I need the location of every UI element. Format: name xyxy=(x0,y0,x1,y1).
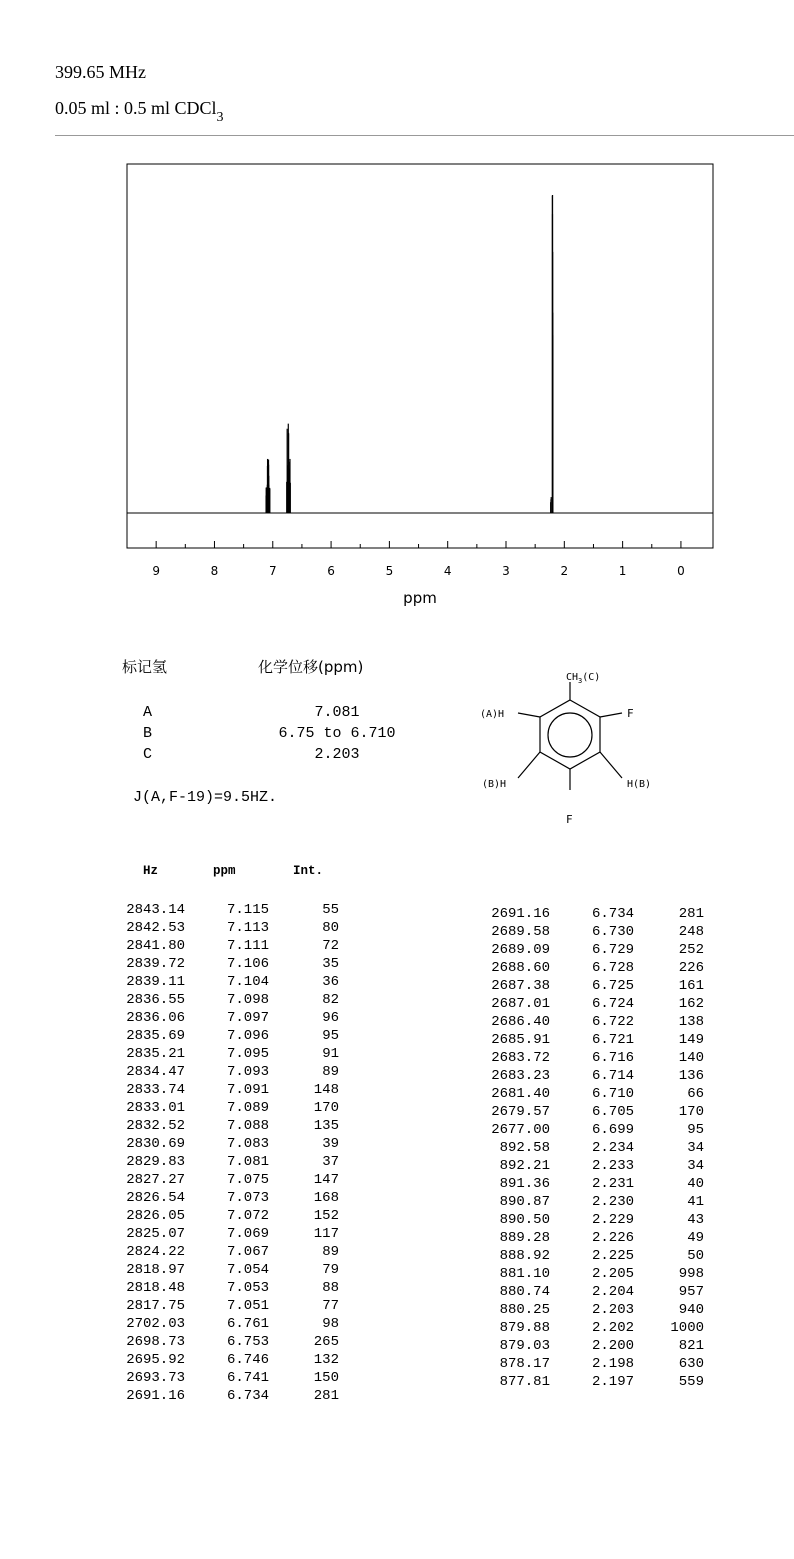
table-row xyxy=(120,1153,339,1171)
table-cell-ppm: 7.083 xyxy=(226,1136,269,1152)
sample-text: 0.05 ml : 0.5 ml CDCl xyxy=(55,98,217,118)
table-cell-ppm: 6.734 xyxy=(591,906,634,922)
table-row xyxy=(120,1009,339,1027)
table-cell-ppm: 2.198 xyxy=(591,1356,634,1372)
table-cell-ppm: 6.730 xyxy=(591,924,634,940)
hydrogen-b-left-label: (B)H xyxy=(482,779,507,790)
table-cell-int: 82 xyxy=(322,992,339,1008)
table-cell-ppm: 6.722 xyxy=(591,1014,634,1030)
table-row xyxy=(120,919,339,937)
x-tick-label: 8 xyxy=(210,564,219,578)
table-cell-ppm: 2.231 xyxy=(591,1176,634,1192)
table-row xyxy=(485,1283,704,1301)
table-cell-hz: 890.87 xyxy=(499,1194,550,1210)
table-row xyxy=(485,1265,704,1283)
table-cell-int: 66 xyxy=(687,1086,704,1102)
table-cell-hz: 2826.54 xyxy=(126,1190,185,1206)
table-row xyxy=(120,1189,339,1207)
table-row xyxy=(120,1243,339,1261)
table-cell-ppm: 6.725 xyxy=(591,978,634,994)
table-cell-ppm: 6.705 xyxy=(591,1104,634,1120)
table-cell-ppm: 7.098 xyxy=(226,992,269,1008)
table-cell-int: 252 xyxy=(678,942,704,958)
table-cell-int: 132 xyxy=(313,1352,339,1368)
assignment-label-c: C xyxy=(143,746,153,763)
table-cell-hz: 2824.22 xyxy=(126,1244,185,1260)
table-cell-int: 117 xyxy=(313,1226,339,1242)
table-cell-hz: 2679.57 xyxy=(491,1104,550,1120)
table-cell-ppm: 2.203 xyxy=(591,1302,634,1318)
table-row xyxy=(120,1225,339,1243)
table-cell-int: 135 xyxy=(313,1118,339,1134)
hydrogen-a-label: (A)H xyxy=(480,709,505,720)
table-cell-int: 940 xyxy=(678,1302,704,1318)
table-cell-int: 40 xyxy=(687,1176,704,1192)
table-cell-hz: 2688.60 xyxy=(491,960,550,976)
table-cell-int: 41 xyxy=(687,1194,704,1210)
table-cell-int: 77 xyxy=(322,1298,339,1314)
table-cell-ppm: 2.230 xyxy=(591,1194,634,1210)
table-cell-hz: 2841.80 xyxy=(126,938,185,954)
table-cell-int: 170 xyxy=(313,1100,339,1116)
table-cell-hz: 2832.52 xyxy=(126,1118,185,1134)
table-row xyxy=(120,955,339,973)
table-cell-hz: 881.10 xyxy=(499,1266,550,1282)
table-cell-ppm: 6.729 xyxy=(591,942,634,958)
assignment-label-a: A xyxy=(143,704,153,721)
table-row xyxy=(120,1315,339,1333)
table-row xyxy=(485,905,704,923)
table-cell-int: 89 xyxy=(322,1244,339,1260)
table-cell-int: 226 xyxy=(678,960,704,976)
x-tick-label: 4 xyxy=(443,564,452,578)
x-axis-label: ppm xyxy=(403,589,437,607)
table-row xyxy=(120,1387,339,1405)
table-cell-hz: 2693.73 xyxy=(126,1370,185,1386)
table-cell-hz: 878.17 xyxy=(499,1356,550,1372)
table-row xyxy=(120,1081,339,1099)
table-cell-hz: 888.92 xyxy=(499,1248,550,1264)
table-row xyxy=(120,1369,339,1387)
table-cell-ppm: 6.734 xyxy=(226,1388,269,1404)
table-cell-int: 281 xyxy=(678,906,704,922)
table-row xyxy=(120,973,339,991)
table-row xyxy=(120,1063,339,1081)
peak-table-right xyxy=(485,905,704,1391)
table-cell-ppm: 6.716 xyxy=(591,1050,634,1066)
table-cell-int: 630 xyxy=(678,1356,704,1372)
table-row xyxy=(120,1171,339,1189)
table-row xyxy=(120,1333,339,1351)
table-cell-hz: 2686.40 xyxy=(491,1014,550,1030)
table-cell-int: 35 xyxy=(322,956,339,972)
table-cell-ppm: 7.095 xyxy=(226,1046,269,1062)
table-cell-int: 821 xyxy=(678,1338,704,1354)
table-cell-int: 34 xyxy=(687,1140,704,1156)
table-cell-ppm: 7.069 xyxy=(226,1226,269,1242)
table-cell-int: 43 xyxy=(687,1212,704,1228)
table-cell-ppm: 6.728 xyxy=(591,960,634,976)
table-cell-hz: 2836.06 xyxy=(126,1010,185,1026)
table-header-ppm: ppm xyxy=(213,864,236,878)
table-row xyxy=(485,1067,704,1085)
table-row xyxy=(120,1117,339,1135)
table-cell-hz: 2698.73 xyxy=(126,1334,185,1350)
molecule-structure xyxy=(470,660,670,830)
table-cell-ppm: 7.091 xyxy=(226,1082,269,1098)
table-cell-ppm: 6.714 xyxy=(591,1068,634,1084)
table-cell-int: 150 xyxy=(313,1370,339,1386)
table-cell-ppm: 6.721 xyxy=(591,1032,634,1048)
nmr-spectrum-chart xyxy=(0,0,794,620)
table-cell-ppm: 7.089 xyxy=(226,1100,269,1116)
table-cell-hz: 2826.05 xyxy=(126,1208,185,1224)
table-row xyxy=(485,1085,704,1103)
table-cell-ppm: 2.202 xyxy=(591,1320,634,1336)
table-cell-ppm: 2.205 xyxy=(591,1266,634,1282)
sample-subscript: 3 xyxy=(216,110,224,125)
table-cell-hz: 880.25 xyxy=(499,1302,550,1318)
table-cell-int: 559 xyxy=(678,1374,704,1390)
table-cell-ppm: 7.106 xyxy=(226,956,269,972)
spectrum-peaks xyxy=(266,195,553,513)
table-cell-hz: 2687.38 xyxy=(491,978,550,994)
assignment-label-b: B xyxy=(143,725,153,742)
table-row xyxy=(485,977,704,995)
table-header-hz: Hz xyxy=(143,864,159,878)
table-cell-hz: 2825.07 xyxy=(126,1226,185,1242)
table-row xyxy=(485,1229,704,1247)
table-cell-hz: 2829.83 xyxy=(126,1154,185,1170)
table-cell-int: 49 xyxy=(687,1230,704,1246)
table-cell-int: 88 xyxy=(322,1280,339,1296)
assignment-shift-header: 化学位移(ppm) xyxy=(258,658,364,676)
table-cell-hz: 2835.69 xyxy=(126,1028,185,1044)
table-row xyxy=(120,1297,339,1315)
table-cell-int: 80 xyxy=(322,920,339,936)
table-cell-int: 136 xyxy=(678,1068,704,1084)
table-cell-ppm: 2.225 xyxy=(591,1248,634,1264)
table-cell-hz: 890.50 xyxy=(499,1212,550,1228)
table-row xyxy=(120,937,339,955)
table-cell-ppm: 7.053 xyxy=(226,1280,269,1296)
table-cell-int: 168 xyxy=(313,1190,339,1206)
table-cell-hz: 2835.21 xyxy=(126,1046,185,1062)
table-cell-int: 170 xyxy=(678,1104,704,1120)
table-cell-ppm: 7.093 xyxy=(226,1064,269,1080)
table-row xyxy=(485,1373,704,1391)
table-cell-ppm: 7.075 xyxy=(226,1172,269,1188)
table-row xyxy=(485,941,704,959)
fluorine-right-label: F xyxy=(627,707,634,720)
x-tick-label: 2 xyxy=(560,564,569,578)
table-cell-hz: 2702.03 xyxy=(126,1316,185,1332)
table-cell-hz: 2818.97 xyxy=(126,1262,185,1278)
table-cell-hz: 891.36 xyxy=(499,1176,550,1192)
table-cell-int: 161 xyxy=(678,978,704,994)
table-cell-int: 149 xyxy=(678,1032,704,1048)
table-cell-int: 140 xyxy=(678,1050,704,1066)
table-cell-ppm: 7.088 xyxy=(226,1118,269,1134)
table-cell-hz: 2830.69 xyxy=(126,1136,185,1152)
table-cell-hz: 2842.53 xyxy=(126,920,185,936)
table-cell-hz: 880.74 xyxy=(499,1284,550,1300)
benzene-ring xyxy=(518,682,622,790)
table-row xyxy=(120,991,339,1009)
table-cell-int: 148 xyxy=(313,1082,339,1098)
table-cell-int: 147 xyxy=(313,1172,339,1188)
table-cell-hz: 2839.11 xyxy=(126,974,185,990)
table-cell-hz: 2818.48 xyxy=(126,1280,185,1296)
table-cell-int: 98 xyxy=(322,1316,339,1332)
table-cell-ppm: 2.233 xyxy=(591,1158,634,1174)
table-cell-ppm: 6.741 xyxy=(226,1370,269,1386)
table-cell-ppm: 7.072 xyxy=(226,1208,269,1224)
x-tick-label: 5 xyxy=(385,564,394,578)
table-cell-hz: 2681.40 xyxy=(491,1086,550,1102)
table-cell-ppm: 6.710 xyxy=(591,1086,634,1102)
coupling-constant: J(A,F-19)=9.5HZ. xyxy=(133,789,278,806)
table-cell-hz: 2683.72 xyxy=(491,1050,550,1066)
table-cell-hz: 2691.16 xyxy=(491,906,550,922)
table-header-int: Int. xyxy=(293,864,324,878)
table-cell-int: 998 xyxy=(678,1266,704,1282)
table-cell-hz: 2677.00 xyxy=(491,1122,550,1138)
table-row xyxy=(485,959,704,977)
table-cell-hz: 2843.14 xyxy=(126,902,185,918)
table-cell-hz: 889.28 xyxy=(499,1230,550,1246)
table-row xyxy=(485,1193,704,1211)
hydrogen-b-right-label: H(B) xyxy=(627,779,652,790)
table-cell-hz: 2833.74 xyxy=(126,1082,185,1098)
table-cell-int: 37 xyxy=(322,1154,339,1170)
table-cell-ppm: 7.097 xyxy=(226,1010,269,1026)
table-cell-hz: 2836.55 xyxy=(126,992,185,1008)
table-cell-ppm: 7.111 xyxy=(226,938,269,954)
peak-table-left xyxy=(120,901,339,1405)
table-cell-ppm: 6.724 xyxy=(591,996,634,1012)
table-cell-ppm: 7.054 xyxy=(226,1262,269,1278)
table-cell-hz: 2839.72 xyxy=(126,956,185,972)
table-cell-ppm: 7.096 xyxy=(226,1028,269,1044)
table-cell-int: 162 xyxy=(678,996,704,1012)
table-cell-ppm: 6.761 xyxy=(226,1316,269,1332)
x-tick-label: 9 xyxy=(152,564,160,578)
table-row xyxy=(485,1103,704,1121)
x-tick-label: 1 xyxy=(618,564,627,578)
table-cell-int: 265 xyxy=(313,1334,339,1350)
table-row xyxy=(485,923,704,941)
ch3-group: $CH_3(C)$ xyxy=(566,672,601,685)
table-cell-ppm: 2.234 xyxy=(591,1140,634,1156)
table-cell-int: 91 xyxy=(322,1046,339,1062)
x-tick-label: 0 xyxy=(677,564,685,578)
table-row xyxy=(485,1247,704,1265)
table-cell-int: 95 xyxy=(322,1028,339,1044)
spectrometer-frequency: 399.65 MHz xyxy=(55,62,146,82)
table-row xyxy=(120,901,339,919)
table-cell-hz: 892.58 xyxy=(499,1140,550,1156)
table-row xyxy=(485,1013,704,1031)
table-row xyxy=(120,1099,339,1117)
table-cell-ppm: 2.226 xyxy=(591,1230,634,1246)
assignment-label-header: 标记氢 xyxy=(122,658,168,676)
table-row xyxy=(485,1175,704,1193)
table-row xyxy=(485,1049,704,1067)
table-row xyxy=(485,1031,704,1049)
table-cell-int: 957 xyxy=(678,1284,704,1300)
table-row xyxy=(120,1279,339,1297)
table-cell-ppm: 7.113 xyxy=(226,920,269,936)
table-row xyxy=(485,1301,704,1319)
table-cell-ppm: 7.067 xyxy=(226,1244,269,1260)
table-row xyxy=(120,1207,339,1225)
table-cell-hz: 2834.47 xyxy=(126,1064,185,1080)
table-cell-ppm: 7.081 xyxy=(226,1154,269,1170)
table-row xyxy=(120,1045,339,1063)
table-cell-ppm: 2.197 xyxy=(591,1374,634,1390)
table-cell-ppm: 6.699 xyxy=(591,1122,634,1138)
table-cell-hz: 2689.58 xyxy=(491,924,550,940)
table-row xyxy=(120,1135,339,1153)
table-cell-int: 36 xyxy=(322,974,339,990)
x-tick-label: 7 xyxy=(268,564,277,578)
table-cell-ppm: 6.746 xyxy=(226,1352,269,1368)
table-cell-hz: 877.81 xyxy=(499,1374,550,1390)
table-cell-hz: 879.88 xyxy=(499,1320,550,1336)
table-cell-int: 72 xyxy=(322,938,339,954)
table-cell-hz: 2695.92 xyxy=(126,1352,185,1368)
table-row xyxy=(120,1351,339,1369)
fluorine-bottom-label: F xyxy=(566,813,573,826)
table-row xyxy=(485,1139,704,1157)
table-cell-int: 50 xyxy=(687,1248,704,1264)
table-row xyxy=(485,1211,704,1229)
table-cell-ppm: 2.204 xyxy=(591,1284,634,1300)
table-cell-ppm: 2.200 xyxy=(591,1338,634,1354)
table-cell-int: 34 xyxy=(687,1158,704,1174)
x-axis-ticks xyxy=(127,513,713,578)
table-cell-int: 55 xyxy=(322,902,339,918)
assignment-shift-c: 2.203 xyxy=(314,746,360,763)
assignment-shift-b: 6.75 to 6.710 xyxy=(278,725,396,742)
table-cell-hz: 2689.09 xyxy=(491,942,550,958)
table-cell-ppm: 7.051 xyxy=(226,1298,269,1314)
table-row xyxy=(120,1261,339,1279)
plot-frame xyxy=(127,164,713,548)
table-cell-hz: 2685.91 xyxy=(491,1032,550,1048)
table-cell-hz: 2691.16 xyxy=(126,1388,185,1404)
table-row xyxy=(485,1355,704,1373)
assignment-shift-a: 7.081 xyxy=(314,704,360,721)
table-cell-ppm: 7.115 xyxy=(226,902,269,918)
table-cell-int: 1000 xyxy=(670,1320,704,1336)
table-cell-hz: 879.03 xyxy=(499,1338,550,1354)
x-tick-label: 3 xyxy=(502,564,510,578)
table-row xyxy=(485,995,704,1013)
table-cell-ppm: 6.753 xyxy=(226,1334,269,1350)
table-cell-int: 248 xyxy=(678,924,704,940)
table-row xyxy=(485,1157,704,1175)
table-cell-hz: 892.21 xyxy=(499,1158,550,1174)
table-cell-ppm: 2.229 xyxy=(591,1212,634,1228)
table-cell-hz: 2833.01 xyxy=(126,1100,185,1116)
table-cell-int: 96 xyxy=(322,1010,339,1026)
table-cell-hz: 2683.23 xyxy=(491,1068,550,1084)
table-cell-int: 39 xyxy=(322,1136,339,1152)
table-cell-int: 152 xyxy=(313,1208,339,1224)
table-cell-int: 79 xyxy=(322,1262,339,1278)
table-cell-int: 89 xyxy=(322,1064,339,1080)
table-cell-int: 138 xyxy=(678,1014,704,1030)
table-cell-ppm: 7.104 xyxy=(226,974,269,990)
table-row xyxy=(485,1337,704,1355)
table-cell-hz: 2687.01 xyxy=(491,996,550,1012)
table-cell-int: 281 xyxy=(313,1388,339,1404)
table-cell-ppm: 7.073 xyxy=(226,1190,269,1206)
table-cell-hz: 2827.27 xyxy=(126,1172,185,1188)
table-cell-int: 95 xyxy=(687,1122,704,1138)
table-row xyxy=(120,1027,339,1045)
table-cell-hz: 2817.75 xyxy=(126,1298,185,1314)
x-tick-label: 6 xyxy=(327,564,335,578)
table-row xyxy=(485,1121,704,1139)
table-row xyxy=(485,1319,704,1337)
